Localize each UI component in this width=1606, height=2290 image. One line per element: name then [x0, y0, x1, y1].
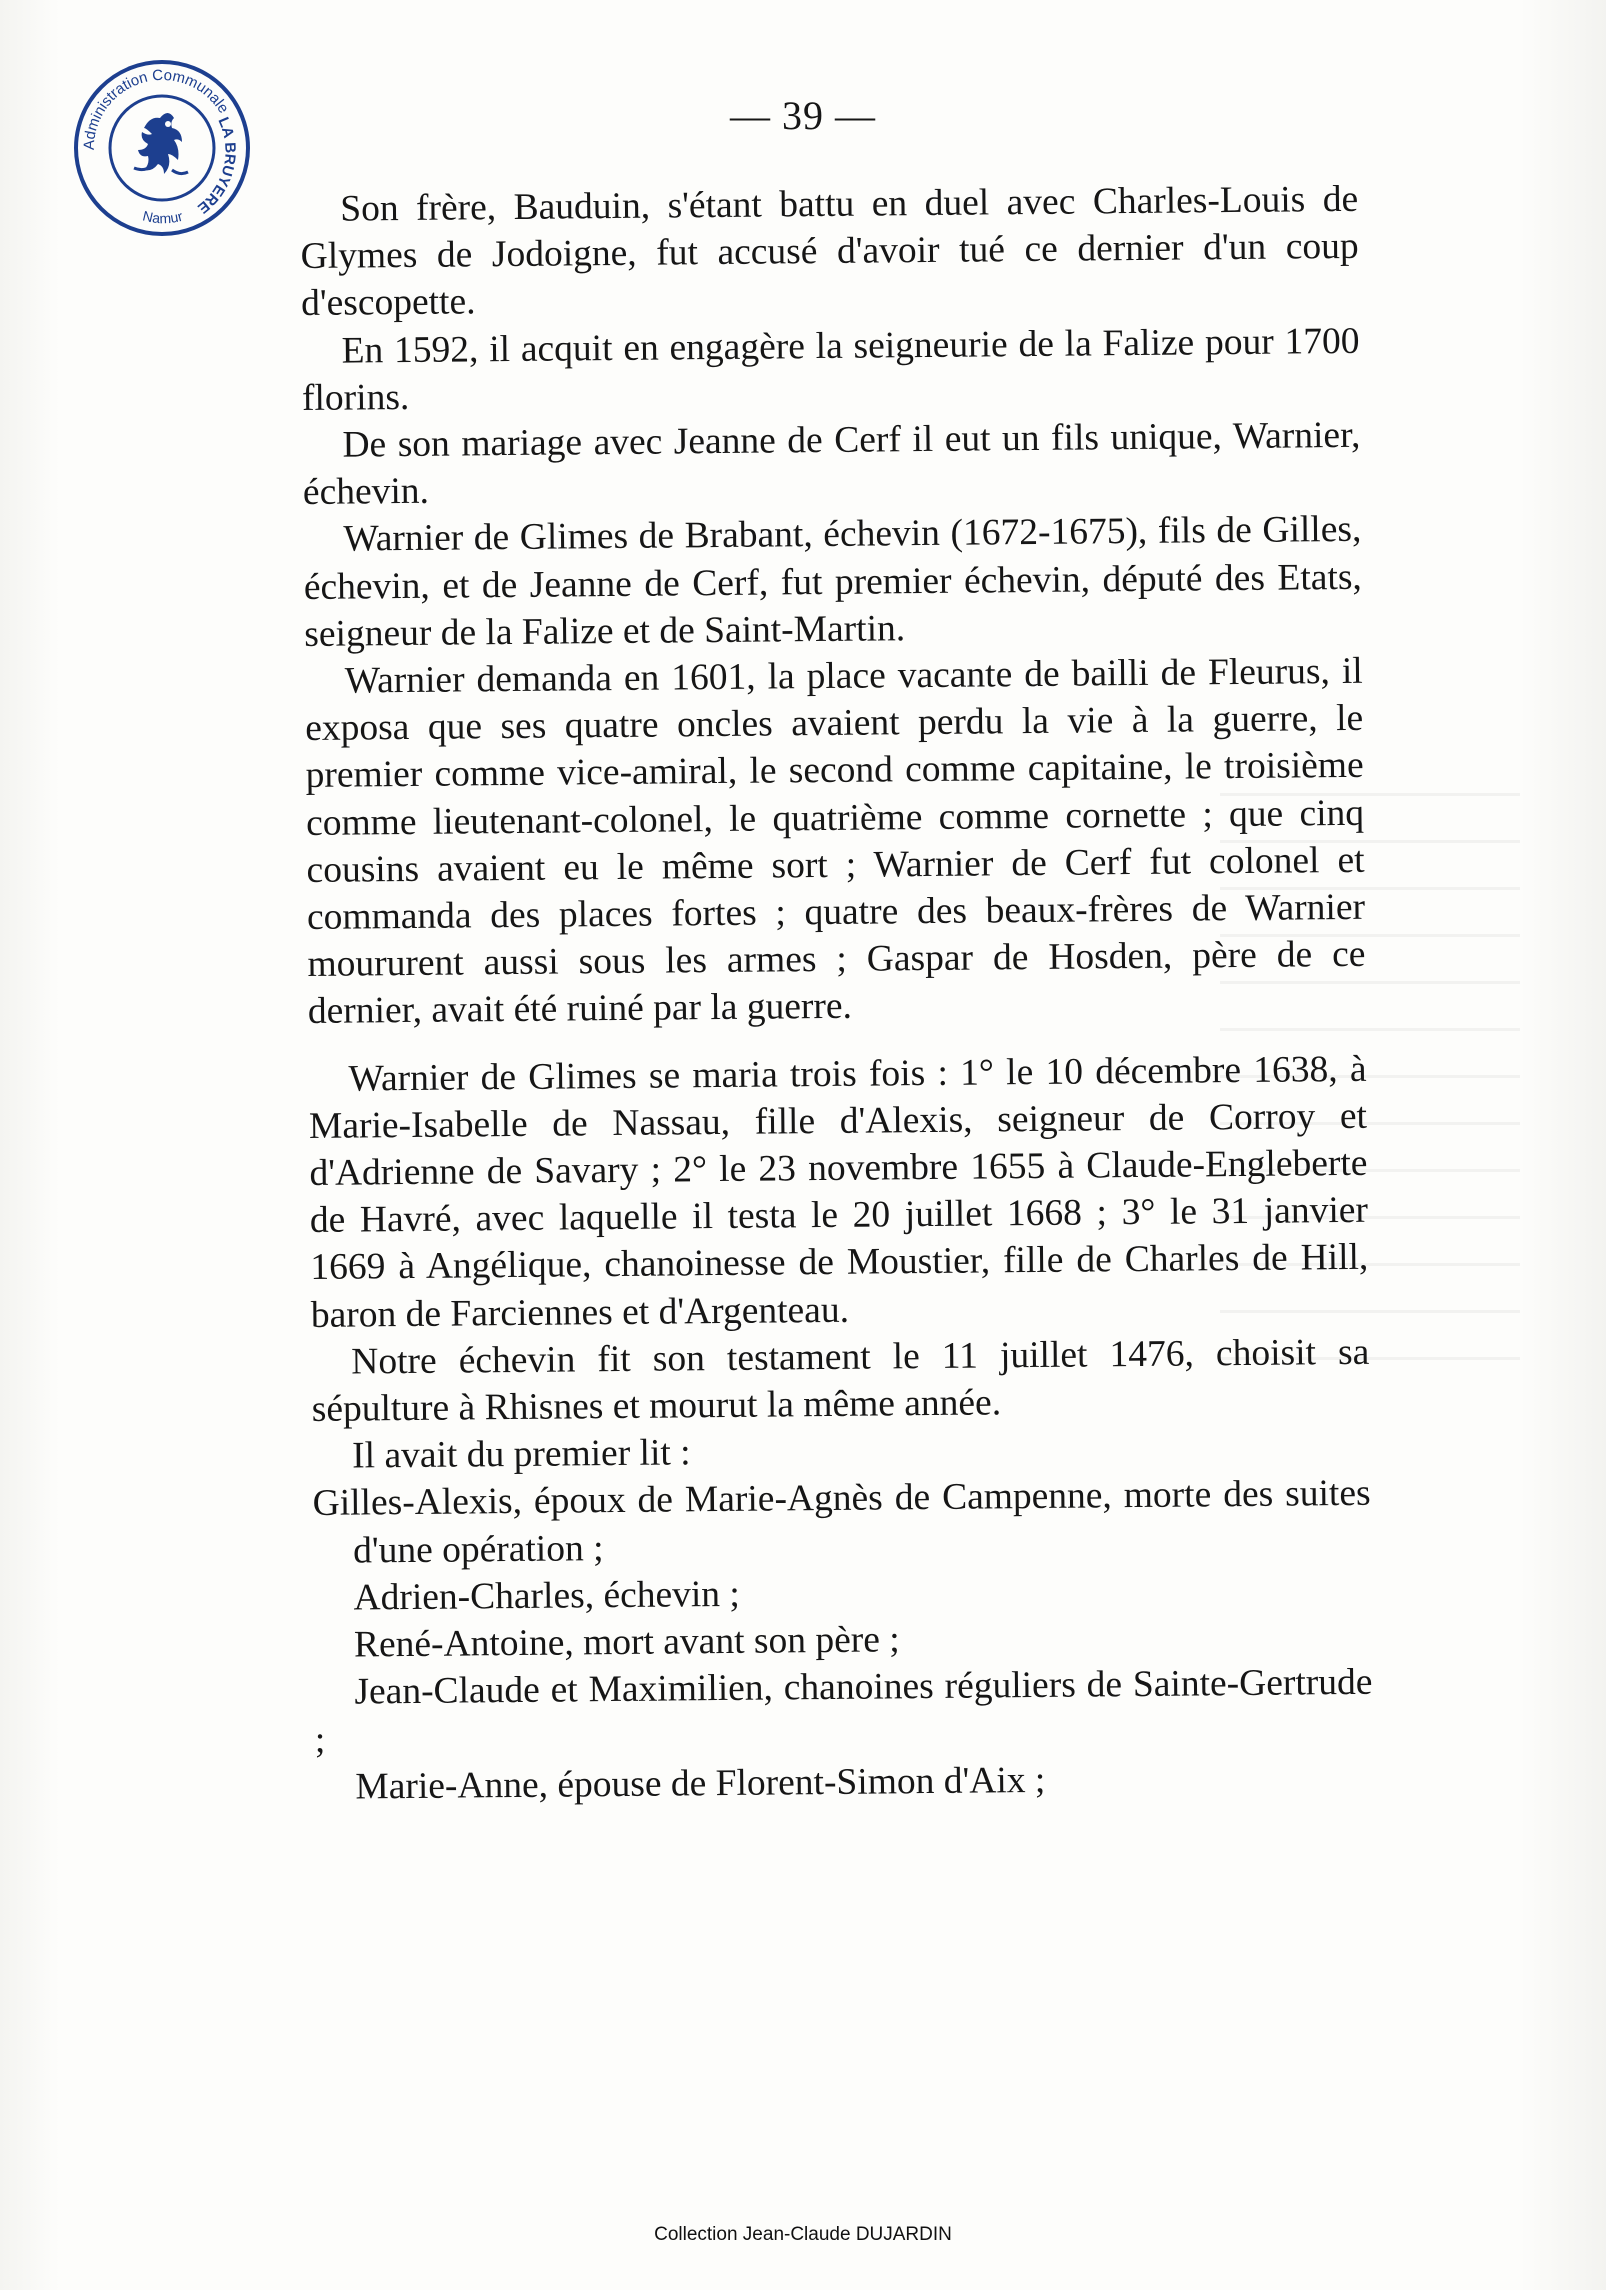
collection-footer: Collection Jean-Claude DUJARDIN: [654, 2224, 952, 2245]
paragraph-bailli-fleurus: Warnier demanda en 1601, la place vacante de bailli de Fleurus, il exposa que ses quatre oncles avaient perdu la vie à la guerre, le premier comme vice-amiral, le second comme capitaine, le troisième comme lieutenant-colonel, le quatrième comme cornette ; que cinq cousins avaient eu le même sort ; Warnier de Cerf fut colonel et commanda des places fortes ; quatre des beaux-frères de Warnier moururent aussi sous les armes ; Gaspar de Hosden, père de ce dernier, avait été ruiné par la guerre.: [305, 650, 1366, 1033]
paragraph-marriage-jeanne: De son mariage avec Jeanne de Cerf il eut un fils unique, Warnier, échevin.: [302, 414, 1361, 514]
paragraph-three-marriages: Warnier de Glimes se maria trois fois : 1° le 10 décembre 1638, à Marie-Isabelle de Nassau, fille d'Alexis, seigneur de Corroy et d'Adrienne de Savary ; 2° le 23 novembre 1655 à Claude-Engleberte de Havré, avec laquelle il testa le 20 juillet 1668 ; 3° le 31 janvier 1669 à Angélique, chanoinesse de Moustier, fille de Charles de Hill, baron de Farciennes et d'Argenteau.: [308, 1048, 1369, 1336]
paragraph-bauduin-duel: Son frère, Bauduin, s'étant battu en duel avec Charles-Louis de Glymes de Jodoigne, fut accusé d'avoir tué ce dernier d'un coup d'escopette.: [300, 178, 1359, 325]
list-item: Jean-Claude et Maximilien, chanoines réguliers de Sainte-Gertrude ;: [314, 1662, 1373, 1761]
paragraph-testament: Notre échevin fit son testament le 11 juillet 1476, choisit sa sépulture à Rhisnes et mourut la même année.: [311, 1331, 1370, 1431]
list-item: Marie-Anne, épouse de Florent-Simon d'Aix ;: [355, 1759, 1046, 1808]
municipal-stamp: [72, 58, 252, 238]
page-number: — 39 —: [730, 93, 876, 138]
list-item: Adrien-Charles, échevin ;: [353, 1573, 741, 1619]
paragraph-first-bed: Il avait du premier lit :: [351, 1432, 691, 1477]
paragraph-warnier-echevin: Warnier de Glimes de Brabant, échevin (1672-1675), fils de Gilles, échevin, et de Jeanne de Cerf, fut premier échevin, député des Etats, seigneur de la Falize et de Saint-Martin.: [303, 509, 1362, 655]
stamp-bottom-text: Namur: [141, 207, 185, 227]
document-body: [300, 176, 1374, 1811]
list-item: René-Antoine, mort avant son père ;: [353, 1619, 900, 1666]
paragraph-falize-1592: En 1592, il acquit en engagère la seigneurie de la Falize pour 1700 florins.: [301, 320, 1360, 419]
stamp-top-text: Administration Communale: [80, 66, 233, 151]
stamp-right-text: LA BRUYERE: [194, 114, 239, 217]
list-item: Gilles-Alexis, époux de Marie-Agnès de Campenne, morte des suites d'une opération ;: [312, 1473, 1371, 1572]
children-list: [312, 1470, 1373, 1811]
